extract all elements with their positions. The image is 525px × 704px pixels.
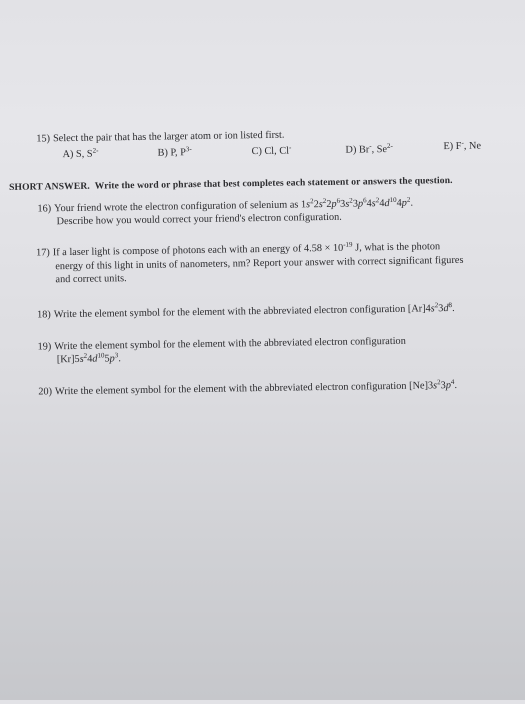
config-level: 3 — [352, 198, 359, 210]
punctuation: . — [118, 353, 121, 365]
punctuation: . — [451, 302, 455, 315]
config-orbital: d — [92, 353, 98, 365]
config-level: 3 — [438, 303, 444, 315]
charge-superscript: - — [288, 143, 292, 152]
question-text: Write the element symbol for the element with the abbreviated electron configuration — [54, 335, 406, 353]
config-exponent: 2 — [349, 196, 353, 205]
config-level: 4 — [87, 353, 93, 365]
choice-letter: C) — [251, 145, 262, 158]
question-number: 15) — [36, 133, 51, 145]
question-number: 20) — [38, 386, 53, 398]
config-level: 5 — [104, 353, 110, 365]
choice-letter: A) — [62, 148, 74, 161]
choice-text: Cl, Cl — [264, 145, 290, 157]
question-number: 19) — [37, 341, 52, 353]
question-text: Write the element symbol for the element with the abbreviated electron configuration [Ar]4 — [53, 303, 431, 321]
choice-letter: E) — [443, 140, 454, 153]
choice-e — [443, 138, 482, 153]
question-20 — [38, 380, 457, 399]
section-title: SHORT ANSWER. — [8, 180, 90, 193]
config-exponent: 4 — [450, 378, 455, 387]
question-15 — [36, 130, 284, 147]
config-level: 3 — [440, 380, 446, 392]
config-orbital: p — [445, 380, 452, 392]
config-exponent: 10 — [97, 351, 105, 360]
config-exponent: 2 — [310, 197, 314, 206]
config-orbital: s — [430, 303, 435, 315]
config-exponent: 10 — [389, 195, 397, 204]
config-orbital: p — [357, 198, 364, 210]
charge-superscript: 3- — [185, 145, 192, 154]
exponent: -19 — [343, 240, 353, 249]
punctuation: . — [454, 379, 458, 392]
choice-text: S, S — [75, 148, 93, 160]
question-18 — [37, 303, 455, 322]
charge-superscript: 2- — [92, 146, 99, 155]
config-exponent: 8 — [448, 301, 453, 310]
choice-b — [157, 147, 191, 159]
question-text: Your friend wrote the electron configuration of selenium as — [54, 199, 299, 215]
config-level: 1 — [300, 199, 307, 211]
choice-text: F — [455, 140, 462, 152]
choice-c — [251, 143, 292, 158]
config-exponent: 2 — [83, 351, 88, 360]
config-exponent: 2 — [322, 196, 327, 206]
question-text: Select the pair that has the larger atom or ion listed first. — [52, 129, 285, 145]
question-text: and correct units. — [55, 273, 127, 286]
config-exponent: 6 — [336, 196, 341, 205]
question-number: 18) — [36, 309, 51, 321]
choice-text: P, P — [170, 147, 186, 159]
config-exponent: 3 — [114, 351, 119, 360]
question-17 — [36, 240, 464, 287]
choice-a — [62, 146, 99, 161]
config-level: 4 — [366, 198, 372, 210]
config-level: 2 — [326, 198, 332, 210]
config-exponent: 2 — [406, 195, 411, 204]
question-text: If a laser light is compose of photons each with an energy of 4.58 × 10 — [52, 242, 344, 259]
config-orbital: p — [401, 197, 407, 209]
config-level: 4 — [396, 197, 402, 209]
question-number: 17) — [36, 247, 50, 259]
config-orbital: d — [384, 197, 390, 210]
short-answer-heading — [9, 175, 453, 193]
section-instruction: Write the word or phrase that best completes each statement or answers the question. — [94, 175, 453, 192]
charge-superscript: 2- — [386, 141, 393, 151]
config-exponent: 6 — [362, 196, 367, 205]
config-exponent: 2 — [434, 301, 439, 310]
config-orbital: p — [109, 353, 115, 365]
choice-text: Br — [358, 144, 370, 156]
choice-letter: D) — [345, 144, 357, 156]
question-text: Write the element symbol for the element with the abbreviated electron configuration [Ne]3 — [54, 380, 434, 398]
config-exponent: 2 — [375, 196, 380, 205]
config-prefix: [Kr]5 — [56, 353, 80, 366]
question-text: J, what is the photon — [352, 241, 441, 254]
question-text: Describe how you would correct your friend's electron configuration. — [56, 211, 342, 228]
question-number: 16) — [37, 203, 52, 215]
choice-d — [345, 141, 393, 156]
config-level: 2 — [313, 199, 319, 211]
config-level: 4 — [379, 198, 385, 210]
config-orbital: s — [318, 199, 323, 211]
config-orbital: s — [306, 199, 311, 211]
choice-letter: B) — [157, 147, 168, 159]
electron-configuration: $1s^22s^22p^63s^23p^64s^24d^{10}4p^2$. — [300, 195, 414, 211]
choice-text: , Se — [371, 144, 388, 156]
config-orbital: p — [331, 198, 337, 210]
choice-text: , Ne — [463, 140, 482, 152]
question-text: energy of this light in units of nanometers, nm? Report your answer with correct significant figures — [55, 254, 464, 272]
config-level: 3 — [340, 198, 346, 210]
config-exponent: 2 — [437, 378, 441, 387]
question-19 — [37, 336, 406, 368]
charge-superscript: - — [461, 138, 464, 147]
config-orbital: d — [443, 303, 449, 315]
config-orbital: s — [79, 353, 84, 365]
config-orbital: s — [345, 198, 350, 210]
config-orbital: s — [433, 380, 438, 392]
charge-superscript: - — [369, 142, 372, 151]
question-16 — [37, 195, 414, 230]
config-orbital: s — [371, 198, 376, 210]
